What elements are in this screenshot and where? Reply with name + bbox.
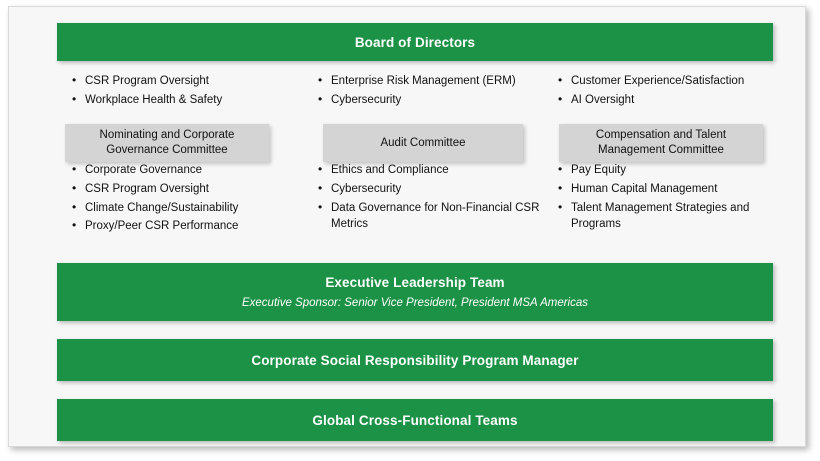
list-item: • Data Governance for Non-Financial CSR Metrics: [317, 200, 553, 233]
list-item: • Enterprise Risk Management (ERM): [317, 73, 553, 90]
board-column-3: [553, 73, 773, 110]
executive-sponsor-text: Executive Sponsor: Senior Vice President, President MSA Americas: [241, 297, 588, 310]
committee-title: Compensation and Talent Management Committee: [559, 124, 763, 162]
list-item: • Talent Management Strategies and Programs: [557, 200, 773, 233]
committee-title: Audit Committee: [323, 124, 523, 162]
list-item: • Human Capital Management: [557, 181, 773, 198]
committee-compensation-talent: [553, 124, 773, 237]
list-item: • Cybersecurity: [317, 181, 553, 198]
list-item: • CSR Program Oversight: [71, 73, 307, 90]
committee-row: [57, 124, 773, 237]
diagram-frame: [8, 6, 806, 447]
board-column-1: [57, 73, 307, 110]
list-item: • Pay Equity: [557, 162, 773, 179]
list-item: • Ethics and Compliance: [317, 162, 553, 179]
list-item: • Customer Experience/Satisfaction: [557, 73, 773, 90]
global-cross-functional-teams-bar: [57, 399, 773, 441]
list-item: • Climate Change/Sustainability: [71, 200, 307, 217]
board-column-2: [307, 73, 553, 110]
committee-title: Nominating and Corporate Governance Committee: [65, 124, 269, 162]
list-item: • AI Oversight: [557, 92, 773, 109]
csr-program-manager-bar: [57, 339, 773, 381]
executive-leadership-team-bar: [57, 263, 773, 321]
board-of-directors-title: Board of Directors: [354, 34, 476, 50]
global-teams-title: Global Cross-Functional Teams: [312, 412, 518, 428]
list-item: • Corporate Governance: [71, 162, 307, 179]
diagram-content: [57, 23, 773, 441]
committee-nominating-governance: [57, 124, 307, 237]
board-of-directors-bar: [57, 23, 773, 61]
list-item: • CSR Program Oversight: [71, 181, 307, 198]
csr-program-manager-title: Corporate Social Responsibility Program Manager: [251, 352, 579, 368]
list-item: • Workplace Health & Safety: [71, 92, 307, 109]
board-responsibility-columns: [57, 73, 773, 110]
committee-audit: [307, 124, 553, 237]
executive-leadership-title: Executive Leadership Team: [325, 275, 505, 291]
list-item: • Proxy/Peer CSR Performance: [71, 218, 307, 235]
list-item: • Cybersecurity: [317, 92, 553, 109]
